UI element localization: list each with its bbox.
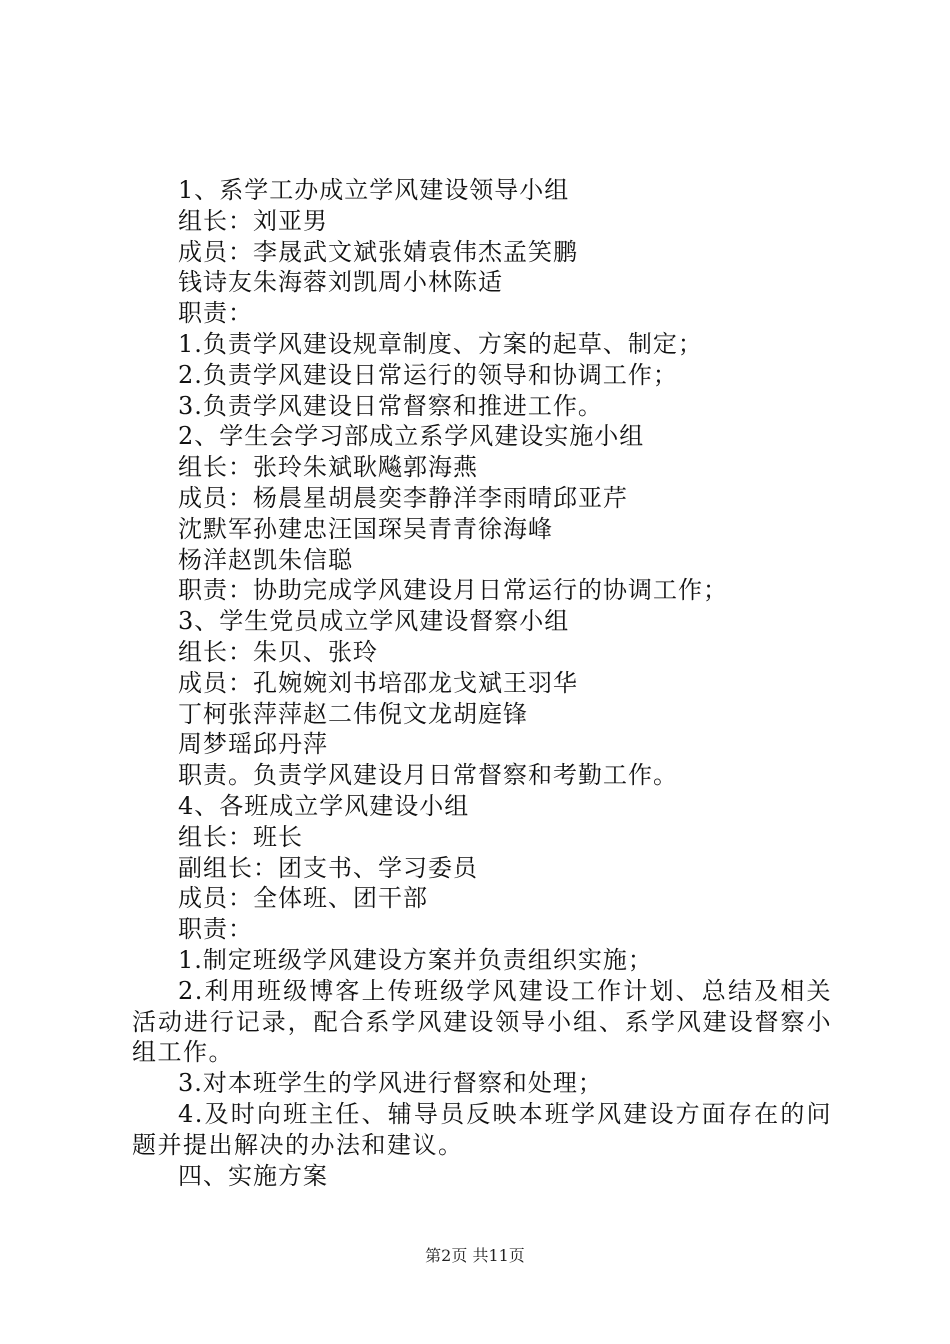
text-line: 3、学生党员成立学风建设督察小组 [178, 607, 570, 636]
text-line: 组长：朱贝、张玲 [178, 637, 378, 666]
paragraph-blog-record: 2.利用班级博客上传班级学风建设工作计划、总结及相关活动进行记录，配合系学风建设领导小组、系学风建设督察小组工作。 [132, 976, 832, 1067]
text-line: 4、各班成立学风建设小组 [178, 791, 470, 820]
page-footer: 第2页 共11页 [425, 1246, 525, 1265]
text-line: 职责： [178, 915, 253, 944]
text-line: 3.对本班学生的学风进行督察和处理； [178, 1069, 603, 1098]
text-line: 成员：李晟武文斌张婧袁伟杰孟笑鹏 [178, 237, 578, 266]
text-line: 丁柯张萍萍赵二伟倪文龙胡庭锋 [178, 699, 528, 728]
text-line: 1.制定班级学风建设方案并负责组织实施； [178, 945, 653, 974]
text-line: 成员：杨晨星胡晨奕李静洋李雨晴邱亚芹 [178, 483, 628, 512]
text-line: 组长：张玲朱斌耿飚郭海燕 [178, 453, 478, 482]
text-line: 成员：全体班、团干部 [178, 884, 428, 913]
text-line: 成员：孔婉婉刘书培邵龙戈斌王羽华 [178, 668, 578, 697]
text-line: 钱诗友朱海蓉刘凯周小林陈适 [178, 268, 503, 297]
text-line: 3.负责学风建设日常督察和推进工作。 [178, 391, 603, 420]
text-line: 副组长：团支书、学习委员 [178, 853, 478, 882]
text-line: 1、系学工办成立学风建设领导小组 [178, 176, 570, 204]
text-line: 职责： [178, 299, 253, 328]
text-line: 周梦瑶邱丹萍 [178, 730, 328, 759]
text-line: 组长：刘亚男 [178, 206, 328, 235]
section-heading: 四、实施方案 [178, 1161, 328, 1190]
paragraph-report-problems: 4.及时向班主任、辅导员反映本班学风建设方面存在的问题并提出解决的办法和建议。 [132, 1099, 832, 1159]
text-line: 2、学生会学习部成立系学风建设实施小组 [178, 422, 645, 451]
document-body [132, 175, 832, 1191]
text-line: 沈默军孙建忠汪国琛吴青青徐海峰 [178, 514, 553, 543]
text-line: 杨洋赵凯朱信聪 [178, 545, 353, 574]
text-line: 1.负责学风建设规章制度、方案的起草、制定； [178, 329, 703, 358]
text-line: 职责。负责学风建设月日常督察和考勤工作。 [178, 761, 678, 790]
text-line: 职责：协助完成学风建设月日常运行的协调工作； [178, 576, 728, 605]
text-line: 组长：班长 [178, 822, 303, 851]
text-line: 2.负责学风建设日常运行的领导和协调工作； [178, 360, 678, 389]
